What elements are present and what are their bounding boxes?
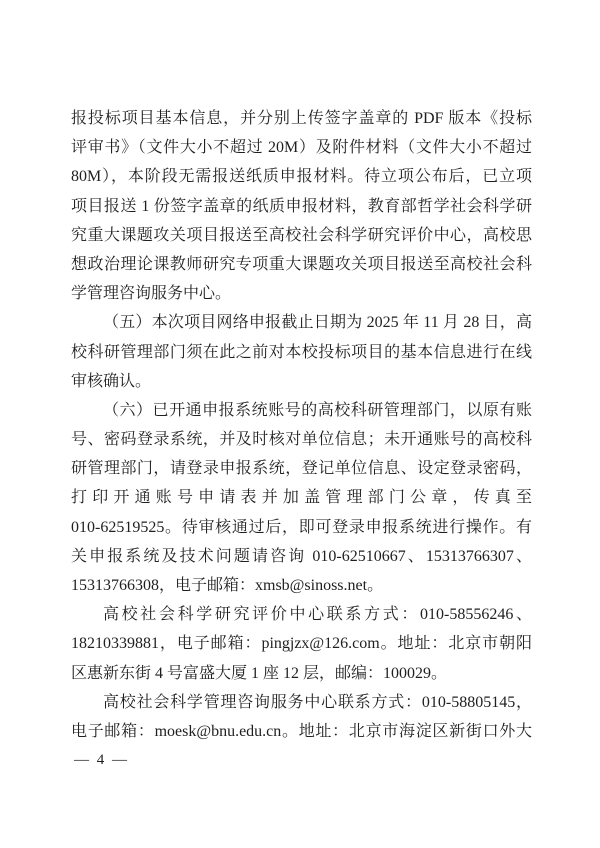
- text-line: 想政治理论课教师研究专项重大课题攻关项目报送至高校社会科: [71, 255, 532, 273]
- text-line: 电子邮箱：moesk@bnu.edu.cn。地址：北京市海淀区新街口外大: [71, 722, 532, 740]
- text-line: 80M），本阶段无需报送纸质申报材料。待立项公布后，已立项: [71, 168, 532, 186]
- text-line: 打印开通账号申请表并加盖管理部门公章，传真至: [71, 489, 532, 507]
- text-line: 究重大课题攻关项目报送至高校社会科学研究评价中心，高校思: [71, 226, 532, 244]
- text-line: 研管理部门，请登录申报系统，登记单位信息、设定登录密码，: [71, 460, 532, 478]
- text-line: 关申报系统及技术问题请咨询 010-62510667、15313766307、: [71, 547, 532, 565]
- text-line: 区惠新东街 4 号富盛大厦 1 座 12 层，邮编：100029。: [71, 664, 448, 682]
- text-line: 学管理咨询服务中心。: [71, 285, 232, 303]
- text-line: 项目报送 1 份签字盖章的纸质申报材料，教育部哲学社会科学研: [71, 197, 532, 215]
- text-line: 校科研管理部门须在此之前对本校投标项目的基本信息进行在线: [71, 343, 532, 361]
- text-line: 审核确认。: [71, 372, 152, 390]
- text-line: （六）已开通申报系统账号的高校科研管理部门，以原有账: [103, 401, 532, 419]
- text-line: 评审书》（文件大小不超过 20M）及附件材料（文件大小不超过: [71, 139, 532, 157]
- text-line: 15313766308，电子邮箱：xmsb@sinoss.net。: [71, 577, 384, 594]
- text-line: 号、密码登录系统，并及时核对单位信息；未开通账号的高校科: [71, 431, 532, 449]
- text-line: 高校社会科学管理咨询服务中心联系方式：010-58805145，: [103, 693, 532, 711]
- text-line: 010-62519525。待审核通过后，即可登录申报系统进行操作。有: [71, 518, 532, 536]
- text-line: 报投标项目基本信息，并分别上传签字盖章的 PDF 版本《投标: [71, 110, 532, 127]
- text-line: 18210339881，电子邮箱：pingjzx@126.com。地址：北京市朝阳: [71, 635, 532, 653]
- text-line: 高校社会科学研究评价中心联系方式：010-58556246、: [103, 606, 532, 624]
- document-body: [71, 104, 532, 746]
- text-line: （五）本次项目网络申报截止日期为 2025 年 11 月 28 日，高: [103, 314, 532, 332]
- page-number: — 4 —: [74, 752, 129, 768]
